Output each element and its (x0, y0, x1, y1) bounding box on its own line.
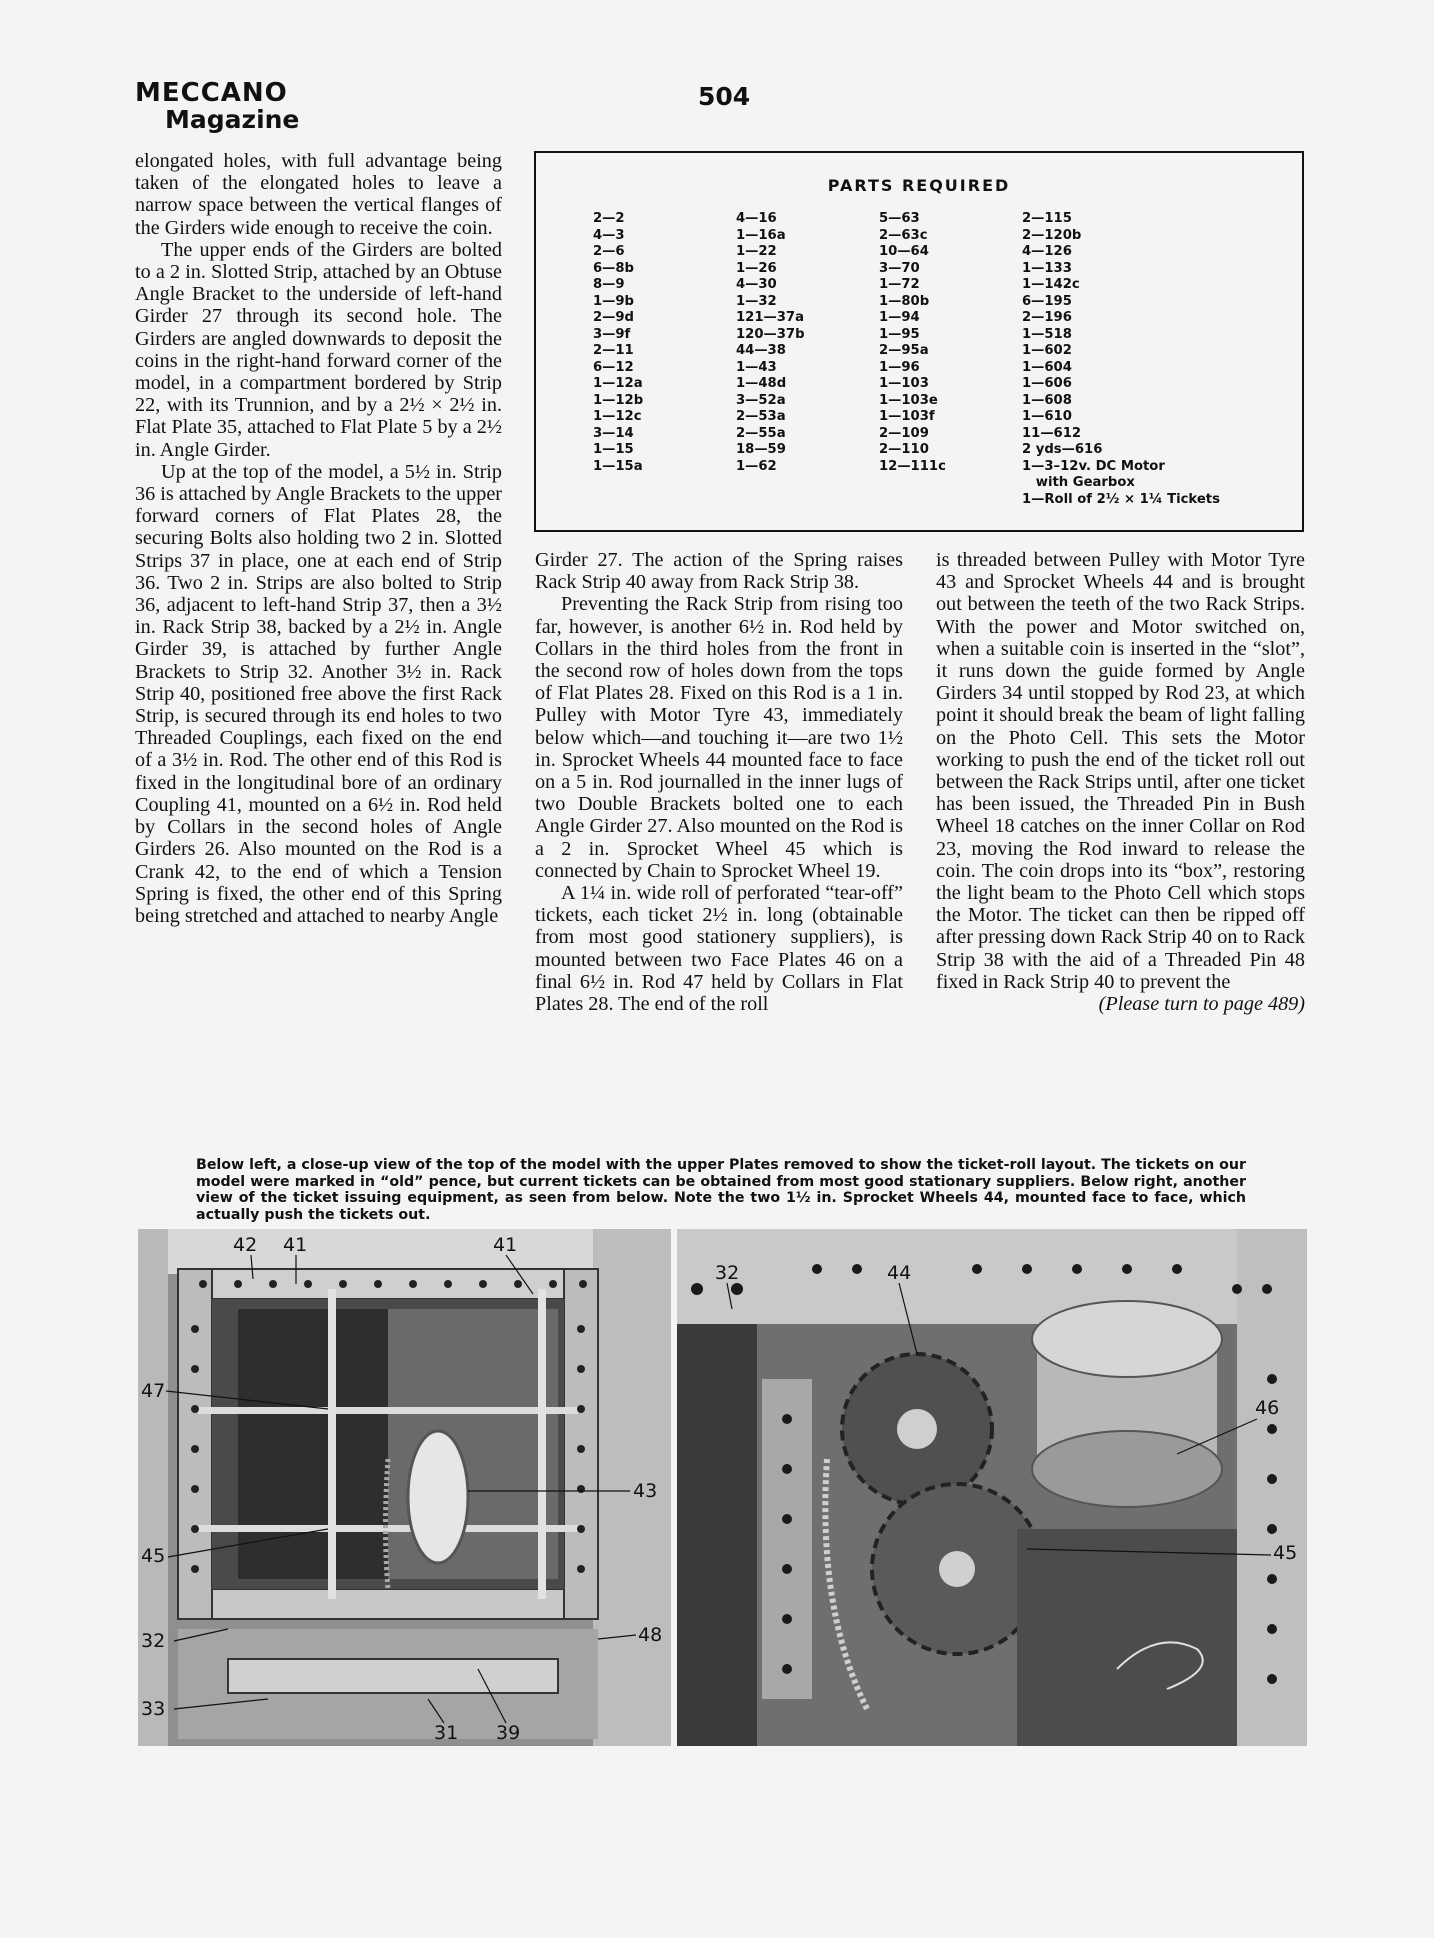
part-entry: 2—6 (593, 244, 625, 259)
part-entry: 1—15 (593, 442, 634, 457)
part-entry: 10—64 (879, 244, 929, 259)
part-entry: 2—55a (736, 425, 786, 441)
part-entry: 44—38 (736, 343, 786, 358)
callout-label: 45 (1273, 1542, 1298, 1564)
part-entry: 4—126 (1022, 244, 1072, 259)
part-entry: 1—103f (879, 409, 935, 424)
part-entry: 3—9f (593, 326, 631, 342)
parts-column-3 (879, 211, 946, 475)
part-entry: 1—602 (1022, 343, 1072, 358)
parts-column-2 (736, 211, 805, 475)
part-entry: 1—32 (736, 293, 777, 309)
part-entry: 1—518 (1022, 326, 1072, 342)
parts-column-1 (593, 211, 643, 475)
part-entry: 1—16a (736, 227, 786, 243)
callout-label: 41 (283, 1234, 308, 1256)
part-entry: 1—26 (736, 260, 777, 276)
callout-label: 47 (141, 1380, 166, 1402)
part-entry: 1—9b (593, 293, 634, 309)
part-entry: 1—94 (879, 310, 920, 325)
callout-label: 44 (887, 1262, 912, 1284)
part-entry: 1—Roll of 2½ × 1¼ Tickets (1022, 491, 1220, 507)
part-entry: 2—2 (593, 211, 625, 226)
photo-left (138, 1229, 671, 1746)
photo-left-image (138, 1229, 671, 1746)
part-entry: 1—133 (1022, 260, 1072, 276)
callout-label: 33 (141, 1698, 166, 1720)
paragraph: is threaded between Pulley with Motor Tyre 43 and Sprocket Wheels 44 and is brought out between the teeth of the two Rack Strips. With the power and Motor switched on, when a suitable coin is inserted in the “slot”, it runs down the guide formed by Angle Girders 34 until stopped by Rod 23, at which point it should break the beam of light falling on the Photo Cell. This sets the Motor working to push the end of the ticket roll out between the Rack Strips until, after one ticket has been issued, the Threaded Pin in Bush Wheel 18 catches on the inner Collar on Rod 23, moving the Rod inward to release the coin. The coin drops into its “box”, restoring the light beam to the Photo Cell which stops the Motor. The ticket can then be ripped off after pressing down Rack Strip 40 on to Rack Strip 38 with the aid of a Threaded Pin 48 fixed in Rack Strip 40 to prevent the (936, 549, 1305, 993)
article-column-2 (535, 549, 903, 1015)
part-entry: 1—95 (879, 326, 920, 342)
part-entry: 1—12a (593, 376, 643, 391)
part-entry: 1—48d (736, 376, 787, 391)
page-number: 504 (698, 82, 751, 111)
part-entry: 2—53a (736, 409, 786, 424)
part-entry: 3—14 (593, 425, 634, 441)
part-entry: 2—196 (1022, 310, 1072, 325)
article-column-1 (135, 150, 502, 927)
part-entry: 2—109 (879, 425, 929, 441)
part-entry: 1—3–12v. DC Motor (1022, 458, 1165, 474)
parts-required-box (534, 151, 1304, 532)
part-entry: 12—111c (879, 458, 946, 474)
part-entry: 1—606 (1022, 376, 1072, 391)
paragraph: Up at the top of the model, a 5½ in. Strip 36 is attached by Angle Brackets to the upper forward corners of Flat Plates 28, the securing Bolts also holding two 2 in. Slotted Strips 37 in place, one at each end of Strip 36. Two 2 in. Strips are also bolted to Strip 36, adjacent to left-hand Strip 37, then a 3½ in. Rack Strip 38, backed by a 2½ in. Angle Girder 39, is attached by further Angle Brackets to Strip 32. Another 3½ in. Rack Strip 40, positioned free above the first Rack Strip, is secured through its end holes to two Threaded Couplings, each fixed on the end of a 3½ in. Rod. The other end of this Rod is fixed in the longitudinal bore of an ordinary Coupling 41, mounted on a 6½ in. Rod held by Collars in the second holes of Angle Girders 26. Also mounted on the Rod is a Crank 42, to the end of which a Tension Spring is fixed, the other end of this Spring being stretched and attached to nearby Angle (135, 460, 502, 927)
paragraph: A 1¼ in. wide roll of perforated “tear-off” tickets, each ticket 2½ in. long (obtainable from most good stationery suppliers), is mounted between two Face Plates 46 on a final 6½ in. Rod 47 held by Collars in Flat Plates 28. The end of the roll (535, 882, 903, 1016)
part-entry: 11—612 (1022, 425, 1082, 441)
part-entry: 2—9d (593, 310, 634, 325)
callout-label: 32 (141, 1630, 166, 1652)
parts-column-4 (1022, 211, 1220, 508)
part-entry: 18—59 (736, 442, 786, 457)
part-entry: 6—12 (593, 359, 634, 375)
continuation-note: (Please turn to page 489) (1098, 993, 1305, 1016)
part-entry: 5—63 (879, 211, 920, 226)
part-entry: 120—37b (736, 326, 805, 342)
part-entry: 6—8b (593, 260, 634, 276)
part-entry: 8—9 (593, 277, 625, 292)
part-entry: 1—96 (879, 359, 920, 375)
callout-label: 31 (434, 1722, 459, 1744)
part-entry: 121—37a (736, 310, 804, 325)
callout-label: 41 (493, 1234, 518, 1256)
parts-required-title: PARTS REQUIRED (827, 176, 1011, 195)
part-entry: 2—110 (879, 442, 929, 457)
part-entry: 2—115 (1022, 211, 1072, 226)
part-entry: 6—195 (1022, 293, 1072, 309)
part-entry: 1—604 (1022, 359, 1072, 375)
part-entry: 1—142c (1022, 277, 1080, 292)
part-entry: 1—12c (593, 409, 642, 424)
part-entry: 1—22 (736, 244, 777, 259)
part-entry: 3—70 (879, 260, 920, 276)
paragraph: elongated holes, with full advantage being taken of the elongated holes to leave a narrow space between the vertical flanges of the Girders wide enough to receive the coin. (135, 150, 502, 239)
part-entry: 1—608 (1022, 392, 1072, 408)
paragraph: Preventing the Rack Strip from rising too far, however, is another 6½ in. Rod held by Collars in the third holes from the front in the second row of holes down from the tops of Flat Plates 28. Fixed on this Rod is a 1 in. Pulley with Motor Tyre 43, immediately below which—and touching it—are two 1½ in. Sprocket Wheels 44 mounted face to face on a 5 in. Rod journalled in the inner lugs of two Double Brackets bolted one to each Angle Girder 27. Also mounted on the Rod is a 2 in. Sprocket Wheel 45 which is connected by Chain to Sprocket Wheel 19. (535, 593, 903, 882)
part-entry: 3—52a (736, 392, 786, 408)
magazine-title-line2: Magazine (165, 105, 300, 135)
part-entry: 1—610 (1022, 409, 1072, 424)
part-entry: 1—80b (879, 293, 930, 309)
callout-label: 48 (638, 1624, 663, 1646)
part-entry: 2—120b (1022, 227, 1082, 243)
part-entry: 1—12b (593, 392, 644, 408)
part-entry: 1—72 (879, 277, 920, 292)
part-entry: 1—43 (736, 359, 777, 375)
callout-label: 43 (633, 1480, 658, 1502)
paragraph: The upper ends of the Girders are bolted to a 2 in. Slotted Strip, attached by an Obtuse Angle Bracket to the underside of left-hand Girder 27 through its second hole. The Girders are angled downwards to deposit the coins in the right-hand forward corner of the model, in a compartment bordered by Strip 22, with its Trunnion, and by a 2½ × 2½ in. Flat Plate 35, attached to Flat Plate 5 by a 2½ in. Angle Girder. (135, 238, 502, 461)
photo-caption: Below left, a close-up view of the top of the model with the upper Plates removed to show the ticket-roll layout. The tickets on our model were marked in “old” pence, but current tickets can be obtained from most good stationary suppliers. Below right, another view of the ticket issuing equipment, as seen from below. Note the two 1½ in. Sprocket Wheels 44, mounted face to face, which actually push the tickets out. (196, 1157, 1246, 1223)
part-entry: 1—103 (879, 376, 929, 391)
part-entry: 1—62 (736, 458, 777, 474)
part-entry: 1—15a (593, 458, 643, 474)
part-entry: 2 yds—616 (1022, 442, 1103, 457)
callout-label: 32 (715, 1262, 740, 1284)
magazine-title-line1: MECCANO (135, 78, 288, 108)
photo-right (677, 1229, 1307, 1746)
part-entry: 2—95a (879, 343, 929, 358)
part-entry: 4—30 (736, 277, 777, 292)
part-entry: 4—16 (736, 211, 777, 226)
callout-label: 46 (1255, 1397, 1280, 1419)
article-column-3 (936, 549, 1305, 1015)
masthead (135, 80, 299, 134)
part-entry: 2—11 (593, 343, 634, 358)
part-entry: 2—63c (879, 227, 928, 243)
photo-right-image (677, 1229, 1307, 1746)
part-entry: 1—103e (879, 392, 938, 408)
paragraph: Girder 27. The action of the Spring raises Rack Strip 40 away from Rack Strip 38. (535, 549, 903, 594)
part-entry: with Gearbox (1022, 475, 1135, 490)
callout-label: 42 (233, 1234, 258, 1256)
callout-label: 45 (141, 1545, 166, 1567)
part-entry: 4—3 (593, 227, 625, 243)
callout-label: 39 (496, 1722, 521, 1744)
